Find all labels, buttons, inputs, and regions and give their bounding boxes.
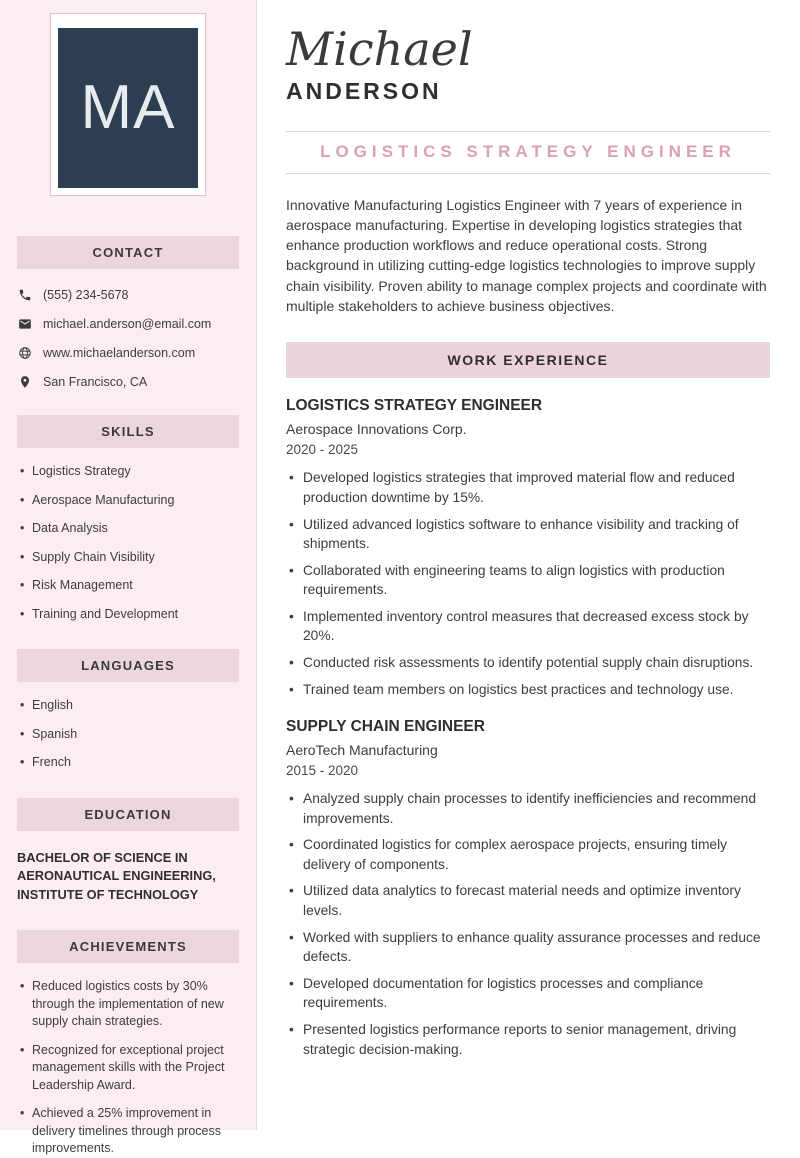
- contact-email-text: michael.anderson@email.com: [43, 316, 212, 331]
- main-content: [257, 0, 800, 1130]
- skills-section-title: SKILLS: [17, 415, 239, 448]
- skill-item: • Supply Chain Visibility: [20, 549, 242, 567]
- language-item: • English: [20, 697, 242, 715]
- contact-website-text: www.michaelanderson.com: [43, 345, 196, 360]
- job-bullet: • Worked with suppliers to enhance quality assurance processes and reduce defects.: [286, 928, 770, 967]
- contact-list: [0, 269, 256, 389]
- contact-item-website: [17, 345, 242, 360]
- job-bullet-list: [286, 468, 770, 699]
- job-bullet: • Utilized data analytics to forecast material needs and optimize inventory levels.: [286, 881, 770, 920]
- contact-item-email: [17, 316, 242, 331]
- job-bullet: • Trained team members on logistics best practices and technology use.: [286, 680, 770, 700]
- contact-location-text: San Francisco, CA: [43, 374, 148, 389]
- job-entry: [286, 718, 770, 1059]
- contact-section: [0, 236, 256, 389]
- achievements-section: [0, 930, 256, 1158]
- location-icon: [17, 374, 32, 389]
- phone-icon: [17, 287, 32, 302]
- role-title: LOGISTICS STRATEGY ENGINEER: [320, 141, 736, 161]
- education-section: [0, 798, 256, 905]
- job-title: SUPPLY CHAIN ENGINEER: [286, 718, 485, 736]
- language-item: • French: [20, 754, 242, 772]
- job-bullet: • Implemented inventory control measures that decreased excess stock by 20%.: [286, 607, 770, 646]
- skill-item: • Training and Development: [20, 606, 242, 624]
- job-dates: 2015 - 2020: [286, 763, 359, 779]
- skill-item: • Risk Management: [20, 577, 242, 595]
- job-bullet-list: [286, 789, 770, 1059]
- profile-photo-frame: [50, 13, 206, 196]
- divider: [286, 173, 770, 174]
- job-bullet: • Presented logistics performance reports to senior management, driving strategic decision-making.: [286, 1020, 770, 1059]
- education-section-title: EDUCATION: [17, 798, 239, 831]
- job-bullet: • Analyzed supply chain processes to identify inefficiencies and recommend improvements.: [286, 789, 770, 828]
- language-item: • Spanish: [20, 726, 242, 744]
- professional-summary: Innovative Manufacturing Logistics Engineer with 7 years of experience in aerospace manufacturing. Expertise in developing logistics strategies that enhance production workflows and reduce operational costs. Strong background in utilizing cutting-edge logistics technologies to improve supply chain visibility. Proven ability to manage complex projects and coordinate with multiple stakeholders to achieve business objectives.: [286, 196, 767, 315]
- achievements-section-title: ACHIEVEMENTS: [17, 930, 239, 963]
- contact-phone-text: (555) 234-5678: [43, 287, 129, 302]
- job-bullet: • Developed logistics strategies that improved material flow and reduced production downtime by 15%.: [286, 468, 770, 507]
- achievement-item: • Recognized for exceptional project management skills with the Project Leadership Award.: [20, 1042, 242, 1095]
- profile-photo: [58, 28, 198, 188]
- monogram-initials: MA: [80, 73, 176, 142]
- skill-item: • Data Analysis: [20, 520, 242, 538]
- job-company: AeroTech Manufacturing: [286, 742, 438, 759]
- job-bullet: • Coordinated logistics for complex aerospace projects, ensuring timely delivery of components.: [286, 835, 770, 874]
- first-name: Michael: [286, 22, 473, 76]
- skill-item: • Aerospace Manufacturing: [20, 492, 242, 510]
- job-bullet: • Developed documentation for logistics processes and compliance requirements.: [286, 974, 770, 1013]
- job-entry: [286, 397, 770, 699]
- contact-item-location: [17, 374, 242, 389]
- job-title: LOGISTICS STRATEGY ENGINEER: [286, 397, 543, 415]
- job-dates: 2020 - 2025: [286, 442, 359, 458]
- globe-icon: [17, 345, 32, 360]
- job-bullet: • Conducted risk assessments to identify potential supply chain disruptions.: [286, 653, 770, 673]
- languages-section: [0, 649, 256, 772]
- work-experience-header: WORK EXPERIENCE: [286, 342, 770, 378]
- job-bullet: • Collaborated with engineering teams to align logistics with production requirements.: [286, 561, 770, 600]
- email-icon: [17, 316, 32, 331]
- languages-section-title: LANGUAGES: [17, 649, 239, 682]
- contact-section-title: CONTACT: [17, 236, 239, 269]
- contact-item-phone: [17, 287, 242, 302]
- achievements-list: [0, 963, 256, 1158]
- skills-list: [0, 448, 256, 623]
- skill-item: • Logistics Strategy: [20, 463, 242, 481]
- languages-list: [0, 682, 256, 772]
- achievement-item: • Reduced logistics costs by 30% through the implementation of new supply chain strategies.: [20, 978, 242, 1031]
- job-bullet: • Utilized advanced logistics software to enhance visibility and tracking of shipments.: [286, 515, 770, 554]
- job-company: Aerospace Innovations Corp.: [286, 421, 467, 438]
- education-degree: BACHELOR OF SCIENCE IN AERONAUTICAL ENGINEERING, INSTITUTE OF TECHNOLOGY: [17, 849, 216, 902]
- last-name: ANDERSON: [286, 77, 442, 104]
- sidebar: [0, 0, 257, 1156]
- achievement-item: • Achieved a 25% improvement in delivery timelines through process improvements.: [20, 1105, 242, 1158]
- skills-section: [0, 415, 256, 623]
